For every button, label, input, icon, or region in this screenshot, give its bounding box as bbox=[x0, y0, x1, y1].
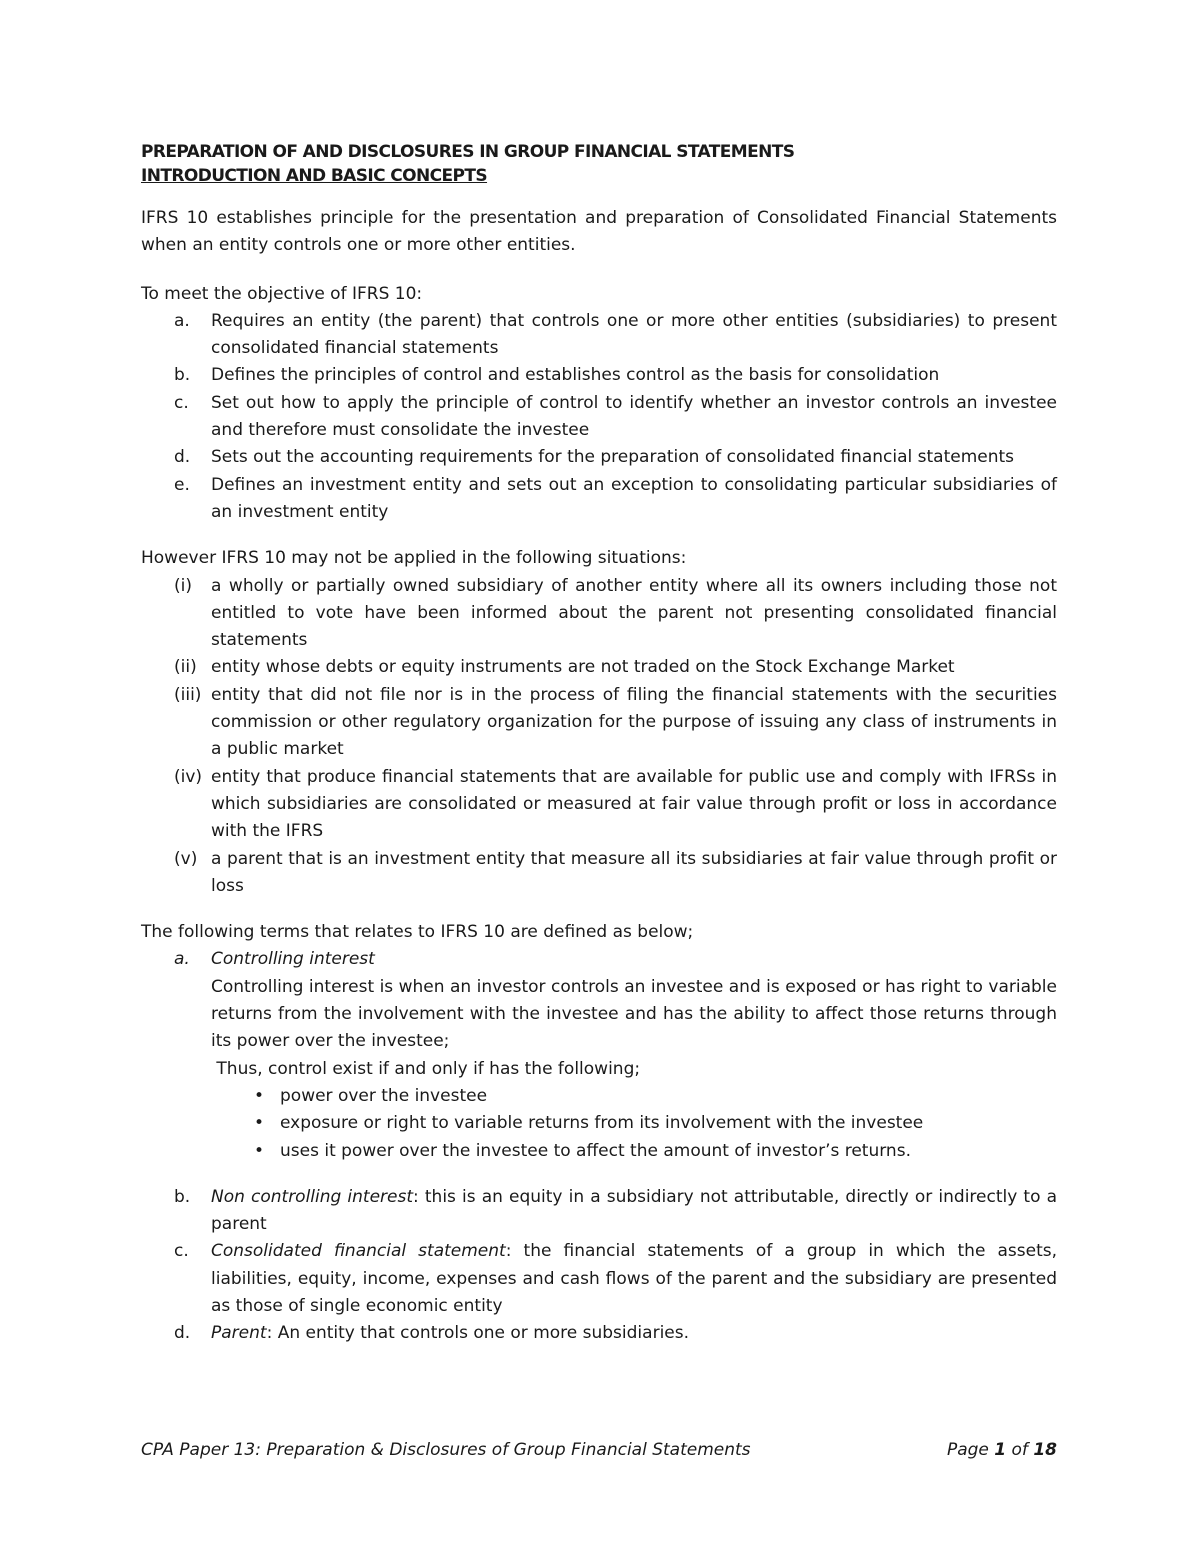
list-item: (i) a wholly or partially owned subsidiary of another entity where all its owners including those not entitled to vote have been informed about the parent not presenting consolidated financial statements bbox=[174, 575, 1057, 651]
term-definition: Controlling interest is when an investor controls an investee and is exposed or has right to variable returns from the involvement with the investee and has the ability to affect those returns through its power over the investee; bbox=[211, 976, 1057, 1052]
bullet-glyph: • bbox=[254, 1140, 265, 1161]
list-item: a. Requires an entity (the parent) that controls one or more other entities (subsidiaries) to present consolidated financial statements bbox=[174, 310, 1057, 359]
list-item: b. Defines the principles of control and establishes control as the basis for consolidation bbox=[174, 365, 940, 386]
document-page bbox=[141, 140, 1057, 1348]
section-heading: INTRODUCTION AND BASIC CONCEPTS bbox=[141, 166, 488, 186]
exceptions-list bbox=[141, 573, 1057, 901]
term-item-consolidated-fs: c. Consolidated financial statement: the financial statements of a group in which the assets, liabilities, equity, income, expenses and cash flows of the parent and the subsidiary are presented as those of single economic entity bbox=[174, 1241, 1057, 1316]
term-thus-line: Thus, control exist if and only if has the following; bbox=[211, 1058, 641, 1079]
list-item: (iv) entity that produce financial statements that are available for public use and comply with IFRSs in which subsidiaries are consolidated or measured at fair value through profit or loss in accordance with the IFRS bbox=[174, 766, 1057, 842]
objectives-list bbox=[141, 308, 1057, 526]
page-footer bbox=[141, 1440, 1057, 1460]
term-item-non-controlling-interest: b. Non controlling interest: this is an equity in a subsidiary not attributable, directly or indirectly to a parent bbox=[174, 1186, 1057, 1235]
list-item: (iii) entity that did not file nor is in the process of filing the financial statements with the securities commission or other regulatory organization for the purpose of issuing any class of instruments in a public market bbox=[174, 684, 1057, 760]
term-name: Parent bbox=[211, 1323, 267, 1344]
footer-title: CPA Paper 13: Preparation & Disclosures of Group Financial Statements bbox=[141, 1440, 751, 1460]
list-item: (ii) entity whose debts or equity instruments are not traded on the Stock Exchange Market bbox=[174, 657, 955, 678]
terms-list bbox=[141, 946, 1057, 1347]
intro-paragraph: IFRS 10 establishes principle for the presentation and preparation of Consolidated Financial Statements when an entity controls one or more other entities. bbox=[141, 208, 1057, 256]
exceptions-lead: However IFRS 10 may not be applied in the following situations: bbox=[141, 548, 687, 569]
document-title: PREPARATION OF AND DISCLOSURES IN GROUP FINANCIAL STATEMENTS bbox=[141, 142, 795, 162]
list-item: d. Sets out the accounting requirements for the preparation of consolidated financial statements bbox=[174, 447, 1015, 468]
bullet-glyph: • bbox=[254, 1085, 265, 1106]
bullet-item: • exposure or right to variable returns from its involvement with the investee bbox=[141, 1110, 1057, 1137]
bullet-item: • uses it power over the investee to affect the amount of investor’s returns. bbox=[141, 1138, 1057, 1165]
list-item: c. Set out how to apply the principle of control to identify whether an investor controls an investee and therefore must consolidate the investee bbox=[174, 392, 1057, 441]
term-name: Consolidated financial statement bbox=[211, 1241, 506, 1262]
page-number: Page 1 of 18 bbox=[946, 1440, 1057, 1460]
term-name: Controlling interest bbox=[211, 949, 375, 970]
bullet-glyph: • bbox=[254, 1113, 265, 1134]
term-item-controlling-interest: a. Controlling interest bbox=[174, 949, 375, 970]
terms-lead: The following terms that relates to IFRS 10 are defined as below; bbox=[141, 922, 694, 943]
list-item: (v) a parent that is an investment entity that measure all its subsidiaries at fair value through profit or loss bbox=[174, 848, 1057, 896]
term-name: Non controlling interest bbox=[211, 1186, 414, 1207]
objective-lead: To meet the objective of IFRS 10: bbox=[141, 283, 423, 304]
list-item: e. Defines an investment entity and sets out an exception to consolidating particular subsidiaries of an investment entity bbox=[174, 474, 1057, 522]
bullet-item: • power over the investee bbox=[141, 1083, 1057, 1110]
term-item-parent: d. Parent: An entity that controls one or more subsidiaries. bbox=[174, 1323, 690, 1344]
